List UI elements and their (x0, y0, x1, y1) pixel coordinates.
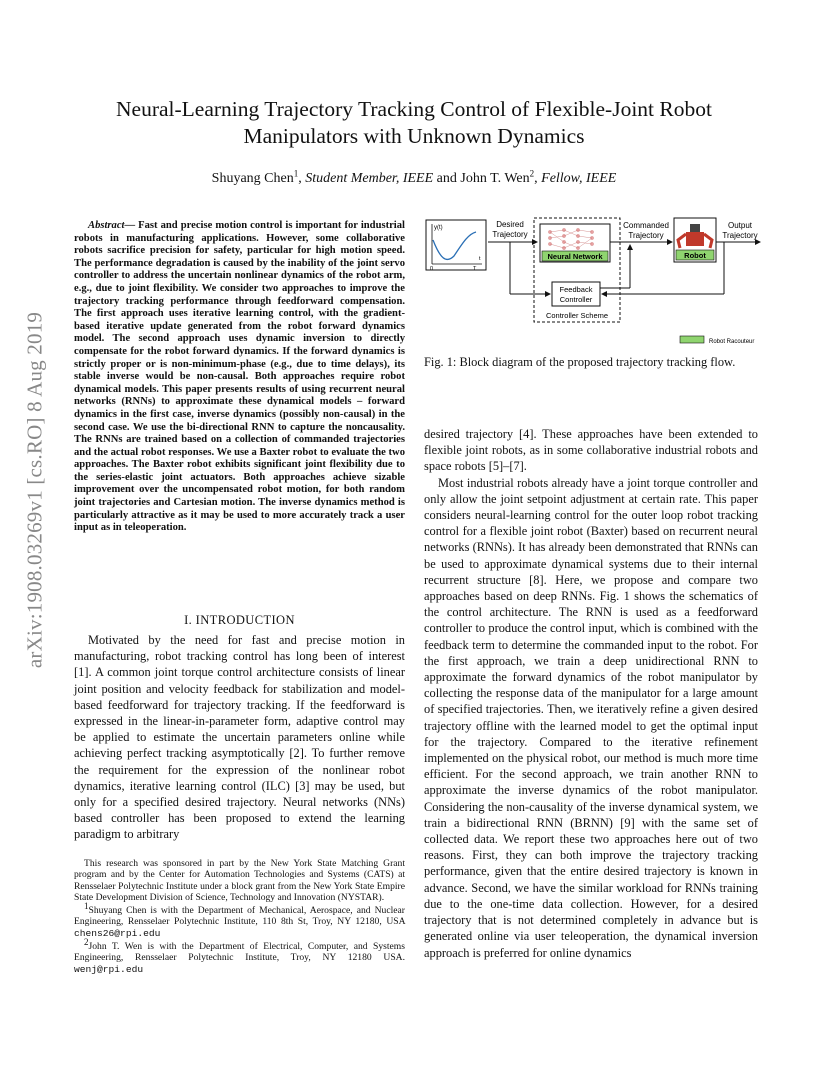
author-2-name: John T. Wen (460, 171, 530, 186)
abstract (74, 220, 405, 535)
paper-title (80, 96, 748, 150)
output-trajectory-label-2: Trajectory (722, 231, 758, 240)
figure-1 (424, 214, 764, 349)
author-1-sup: 1 (293, 168, 299, 179)
footnote-funding: This research was sponsored in part by the New York State Matching Grant program and by the Center for Automation Technologies and Systems (CATS) at Rensselaer Polytechnic Institute under a block grant from the New York State Empire State Development Division of Science, Technology and Innovation (NYSTAR). (74, 858, 405, 903)
figure-1-caption: Fig. 1: Block diagram of the proposed trajectory tracking flow. (424, 355, 736, 369)
footnote-1 (74, 901, 405, 939)
footnote-2-text: John T. Wen is with the Department of Electrical, Computer, and Systems Engineering, Rensselaer Polytechnic Institute, Troy, NY 12180 USA. (74, 941, 405, 964)
section-heading-introduction: I. INTRODUCTION (184, 613, 295, 627)
legend-text: Robot Racouteur (709, 339, 755, 345)
right-column-body (424, 426, 758, 961)
plot-ylabel: y(t) (434, 225, 443, 231)
desired-trajectory-label-1: Desired (496, 220, 524, 229)
author-1-name: Shuyang Chen (211, 171, 294, 186)
title-line-2: Manipulators with Unknown Dynamics (243, 124, 585, 148)
block-diagram (424, 214, 764, 349)
author-1-role: Student Member, IEEE (305, 171, 434, 186)
footnotes (74, 858, 405, 977)
plot-origin: 0 (430, 266, 434, 272)
plot-t: t (479, 256, 481, 262)
author-line: Shuyang Chen$^1$, Student Member, IEEE and John T. Wen$^2$, Fellow, IEEE (211, 168, 617, 186)
footnote-2-sup: 2 (84, 936, 89, 947)
commanded-trajectory-label-1: Commanded (623, 221, 669, 230)
legend-swatch (680, 336, 704, 343)
desired-trajectory-label-2: Trajectory (492, 230, 528, 239)
title-line-1: Neural-Learning Trajectory Tracking Control of Flexible-Joint Robot (116, 97, 712, 121)
abstract-text: Fast and precise motion control is important for industrial robots in manufacturing applications. However, some collaborative robots sacrifice precision for safety, particular for high motion speed. The performance degradation is caused by the inability of the joint servo controller to address the uncertain nonlinear dynamics of the robot arm, e.g., due to joint flexibility. We consider two approaches to improve the trajectory tracking performance through feedforward compensation. The first approach uses iterative learning control, with the gradient-based iterative update generated from the robot forward dynamics model. The second approach uses dynamic inversion to directly compensate for the robot forward dynamics. If the forward dynamics is strictly proper or is non-minimum-phase (e.g., due to time delays), its stable inverse would be non-causal. Both approaches require robot dynamical models. This paper presents results of using recurrent neural networks (RNNs) to approximate these dynamical models – forward dynamics in the first case, inverse dynamics (possibly non-causal) in the second case. We use the bi-directional RNN to capture the noncausality. The RNNs are trained based on a collection of commanded trajectories and the actual robot responses. We use a Baxter robot to evaluate the two approaches. The Baxter robot exhibits significant joint flexibility due to the series-elastic joint actuators. Both approaches achieve sizable improvement over the uncompensated robot motion, for both random joint trajectories and Cartesian motion. The inverse dynamics method is particularly attractive as it may be used to more accurately track a user input as in teleoperation. (74, 220, 405, 534)
abstract-dash: — (124, 220, 136, 231)
neural-network-label: Neural Network (547, 252, 603, 261)
output-trajectory-label-1: Output (727, 221, 753, 230)
footnote-2 (74, 936, 405, 975)
feedback-controller-label-1: Feedback (559, 285, 593, 294)
robot-label: Robot (684, 251, 706, 260)
footnote-1-text: Shuyang Chen is with the Department of Mechanical, Aerospace, and Nuclear Engineering, Rensselaer Polytechnic Institute, 110 8th St, Troy, NY 12180, USA (74, 905, 405, 928)
plot-T: T (473, 266, 477, 272)
abstract-label: Abstract (88, 220, 125, 231)
footnote-2-email: wenj@rpi.edu (74, 963, 144, 975)
right-paragraph-2: Most industrial robots already have a joint torque controller and only allow the joint setpoint adjustment at certain rate. This paper considers neural-learning control for the outer loop robot tracking control for a flexible joint robot (Baxter) based on recurrent neural networks (RNNs). It has already been demonstrated that RNNs can be used to approximate dynamical systems due to their internal recurrent structure [8]. Here, we propose and compare two approaches based on deep RNNs. Fig. 1 shows the schematics of the control architecture. The RNN is used as a feedforward controller to produce the control input, which is combined with the feedback term to determine the commanded input to the robot. For the first approach, we train a deep unidirectional RNN to approximate the forward dynamics of the robot manipulator by collecting the response data of the manipulator for a large amount of specified trajectories. Then, we iteratively refine a given desired trajectory offline with the learned model to get the optimal input for the trajectory. Compared to the iterative refinement implemented on the physical robot, our method is much more time efficient. For the second approach, we train another RNN to approximate the inverse dynamics of the robot manipulator. Considering the non-causality of the inverse dynamical system, we train a bidirectional RNN (BRNN) [9] with the same set of collected data. We report these two approaches here out of two reasons. First, they can both improve the trajectory tracking performance, given that the entire desired trajectory is known in advance. Second, we have the similar workload for RNNs training due to the one-time data collection. However, for a desired trajectory that is not determined completely in advance but is generated online via user teleoperation, the dynamical inversion approach is preferred for online dynamics (424, 475, 758, 960)
author-and: and (436, 171, 457, 186)
right-paragraph-1: desired trajectory [4]. These approaches have been extended to flexible joint robots, as in some collaborative industrial robots and space robots [5]–[7]. (424, 427, 758, 474)
feedback-controller-label-2: Controller (559, 295, 593, 304)
introduction-body (74, 632, 405, 843)
author-2-role: Fellow, IEEE (541, 171, 617, 186)
controller-scheme-label: Controller Scheme (545, 311, 609, 320)
arxiv-identifier-text: arXiv:1908.03269v1 [cs.RO] 8 Aug 2019 (22, 311, 47, 669)
arxiv-identifier (20, 300, 50, 680)
intro-paragraph: Motivated by the need for fast and precise motion in manufacturing, robot tracking control has long been of interest [1]. A common joint torque control architecture consists of linear joint position and velocity feedback for stabilization and model-based feedforward for trajectory tracking. If the feedforward is expressed in the linear-in-parameter form, adaptive control may be applied to estimate the uncertain parameters online while achieving perfect tracking asymptotically [2]. To further remove the requirement for the expression of the nonlinear robot dynamics, iterative learning control (ILC) [3] may be used, but only for a specified desired trajectory. Neural networks (NNs) based controller has been proposed to extend the learning paradigm to arbitrary (74, 633, 405, 842)
footnote-1-email: chens26@rpi.edu (74, 927, 161, 939)
footnote-1-sup: 1 (84, 901, 89, 911)
author-2-sup: 2 (529, 168, 535, 179)
commanded-trajectory-label-2: Trajectory (628, 231, 664, 240)
